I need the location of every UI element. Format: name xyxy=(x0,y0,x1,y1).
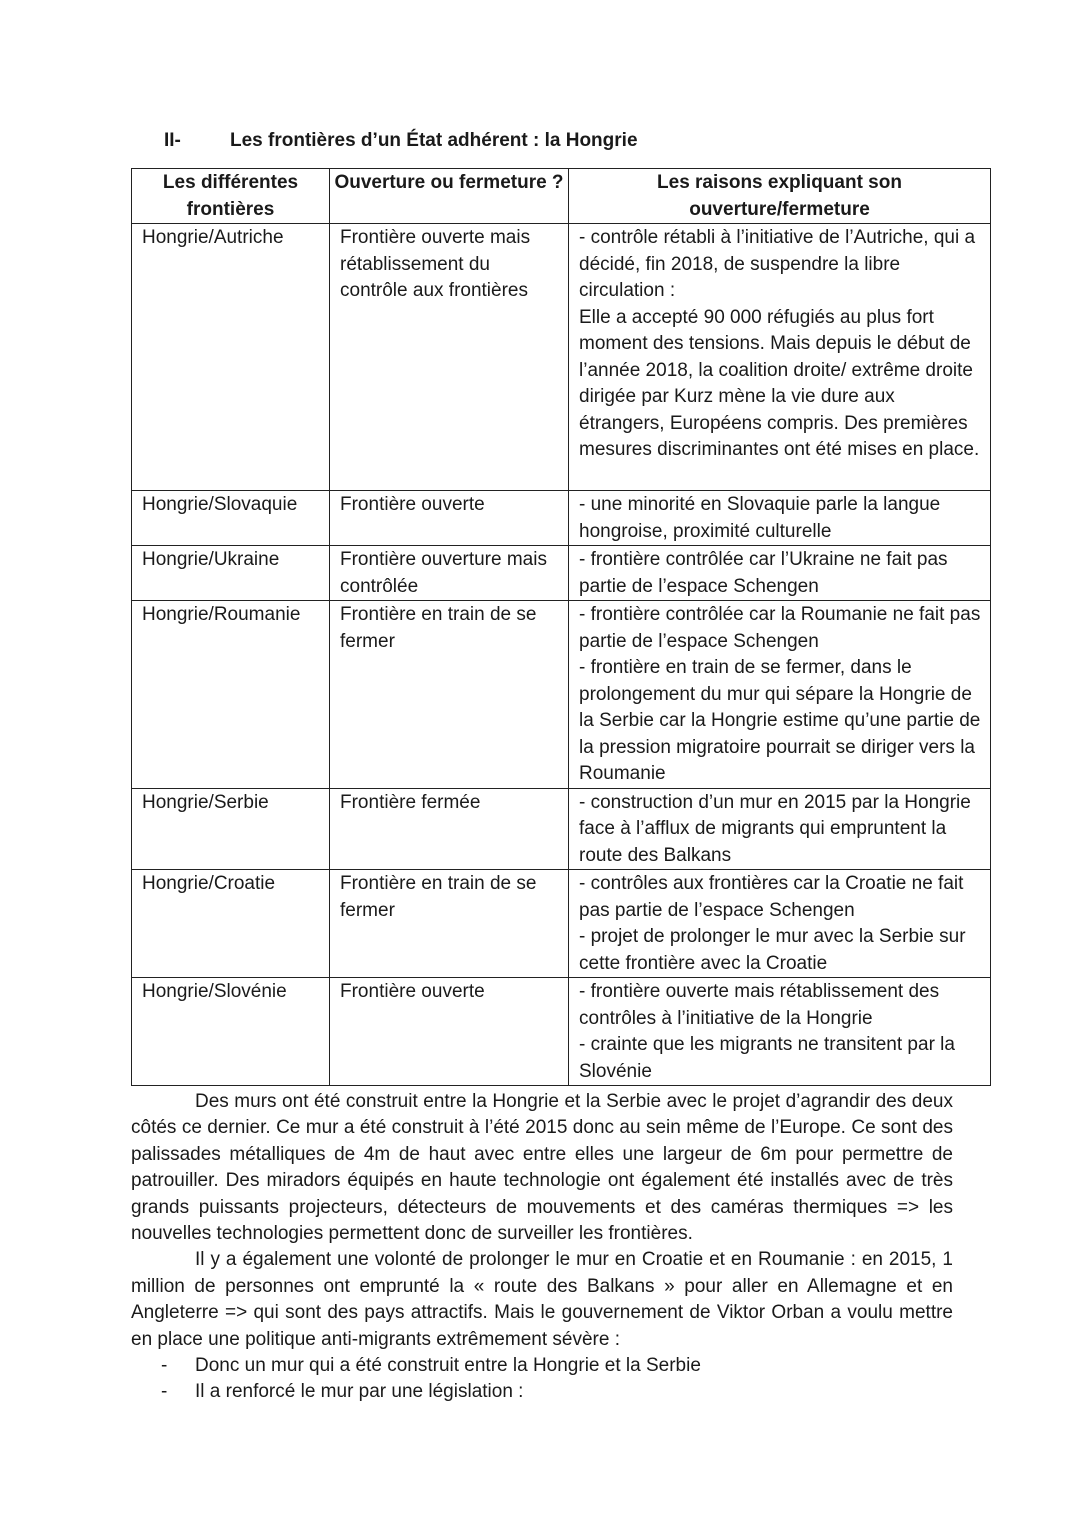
border-name: Hongrie/Roumanie xyxy=(132,601,330,789)
header-status: Ouverture ou fermeture ? xyxy=(330,169,569,224)
reason-text: - frontière contrôlée car la Roumanie ne fait pas partie de l’espace Schengen xyxy=(579,604,981,652)
border-reasons xyxy=(569,224,991,491)
border-name: Hongrie/Serbie xyxy=(132,788,330,870)
border-name: Hongrie/Autriche xyxy=(132,224,330,491)
border-status: Frontière en train de se fermer xyxy=(330,870,569,978)
table-row xyxy=(132,788,991,870)
paragraph: Des murs ont été construit entre la Hongrie et la Serbie avec le projet d’agrandir des deux côtés ce dernier. Ce mur a été construit à l’été 2015 donc au sein même de l’Europe. Ce sont des palissades métalliques de 4m de haut avec entre elles une largeur de 6m pour permettre de patrouiller. Des miradors équipés en haute technologie ont également été installés avec de très grands puissants projecteurs, détecteurs de mouvements et des caméras thermiques => les nouvelles technologies permettent donc de surveiller les frontières. xyxy=(131,1091,953,1245)
border-reasons xyxy=(569,978,991,1086)
border-status: Frontière fermée xyxy=(330,788,569,870)
borders-table xyxy=(131,168,991,1086)
header-reasons: Les raisons expliquant son ouverture/fermeture xyxy=(569,169,991,224)
bullet-dash: - xyxy=(161,1381,168,1403)
list-item xyxy=(131,1353,953,1379)
table-row xyxy=(132,224,991,491)
reason-text: - frontière contrôlée car l’Ukraine ne fait pas partie de l’espace Schengen xyxy=(579,549,948,597)
header-borders: Les différentes frontières xyxy=(132,169,330,224)
list-item-text: Il a renforcé le mur par une législation : xyxy=(195,1381,524,1403)
reason-text: - construction d’un mur en 2015 par la Hongrie face à l’afflux de migrants qui empruntent la route des Balkans xyxy=(579,791,971,866)
bullet-list xyxy=(131,1353,953,1406)
reason-text: - contrôle rétabli à l’initiative de l’Autriche, qui a décidé, fin 2018, de suspendre la libre circulation : xyxy=(579,227,976,301)
section-number: II- xyxy=(164,130,181,151)
border-reasons xyxy=(569,546,991,601)
border-reasons xyxy=(569,870,991,978)
table-row xyxy=(132,491,991,546)
list-item xyxy=(131,1379,953,1405)
border-name: Hongrie/Slovénie xyxy=(132,978,330,1086)
section-heading xyxy=(164,130,638,152)
reason-text: - frontière ouverte mais rétablissement des contrôles à l’initiative de la Hongrie xyxy=(579,981,940,1029)
border-reasons xyxy=(569,601,991,789)
table-row xyxy=(132,978,991,1086)
reason-text: - frontière en train de se fermer, dans le prolongement du mur qui sépare la Hongrie de la Serbie car la Hongrie estime qu’une partie de la pression migratoire pourrait se diriger vers la Roumanie xyxy=(579,657,981,784)
paragraph: Il y a également une volonté de prolonger le mur en Croatie et en Roumanie : en 2015, 1 million de personnes ont emprunté la « route des Balkans » pour aller en Allemagne et en Angleterre => qui sont des pays attractifs. Mais le gouvernement de Viktor Orban a voulu mettre en place une politique anti-migrants extrêmement sévère : xyxy=(131,1249,953,1350)
bullet-dash: - xyxy=(161,1355,168,1377)
reason-text: - projet de prolonger le mur avec la Serbie sur cette frontière avec la Croatie xyxy=(579,926,966,974)
table-row xyxy=(132,870,991,978)
body-text xyxy=(131,1089,953,1406)
border-reasons xyxy=(569,788,991,870)
list-item-text: Donc un mur qui a été construit entre la Hongrie et la Serbie xyxy=(195,1355,701,1377)
table-row xyxy=(132,601,991,789)
section-title: Les frontières d’un État adhérent : la Hongrie xyxy=(230,130,638,151)
border-name: Hongrie/Ukraine xyxy=(132,546,330,601)
border-status: Frontière ouverte mais rétablissement du contrôle aux frontières xyxy=(330,224,569,491)
reason-text: - crainte que les migrants ne transitent par la Slovénie xyxy=(579,1034,955,1082)
reason-text: - une minorité en Slovaquie parle la langue hongroise, proximité culturelle xyxy=(579,494,941,542)
table-row xyxy=(132,546,991,601)
table-header-row xyxy=(132,169,991,224)
border-status: Frontière ouverte xyxy=(330,491,569,546)
border-name: Hongrie/Croatie xyxy=(132,870,330,978)
border-name: Hongrie/Slovaquie xyxy=(132,491,330,546)
border-status: Frontière ouverture mais contrôlée xyxy=(330,546,569,601)
border-status: Frontière en train de se fermer xyxy=(330,601,569,789)
border-reasons xyxy=(569,491,991,546)
reason-text: - contrôles aux frontières car la Croatie ne fait pas partie de l’espace Schengen xyxy=(579,873,964,921)
reason-text: Elle a accepté 90 000 réfugiés au plus fort moment des tensions. Mais depuis le début de l’année 2018, la coalition droite/ extrême droite dirigée par Kurz mène la vie dure aux étrangers, Européens compris. Des premières mesures discriminantes ont été mises en place. xyxy=(579,306,980,460)
border-status: Frontière ouverte xyxy=(330,978,569,1086)
